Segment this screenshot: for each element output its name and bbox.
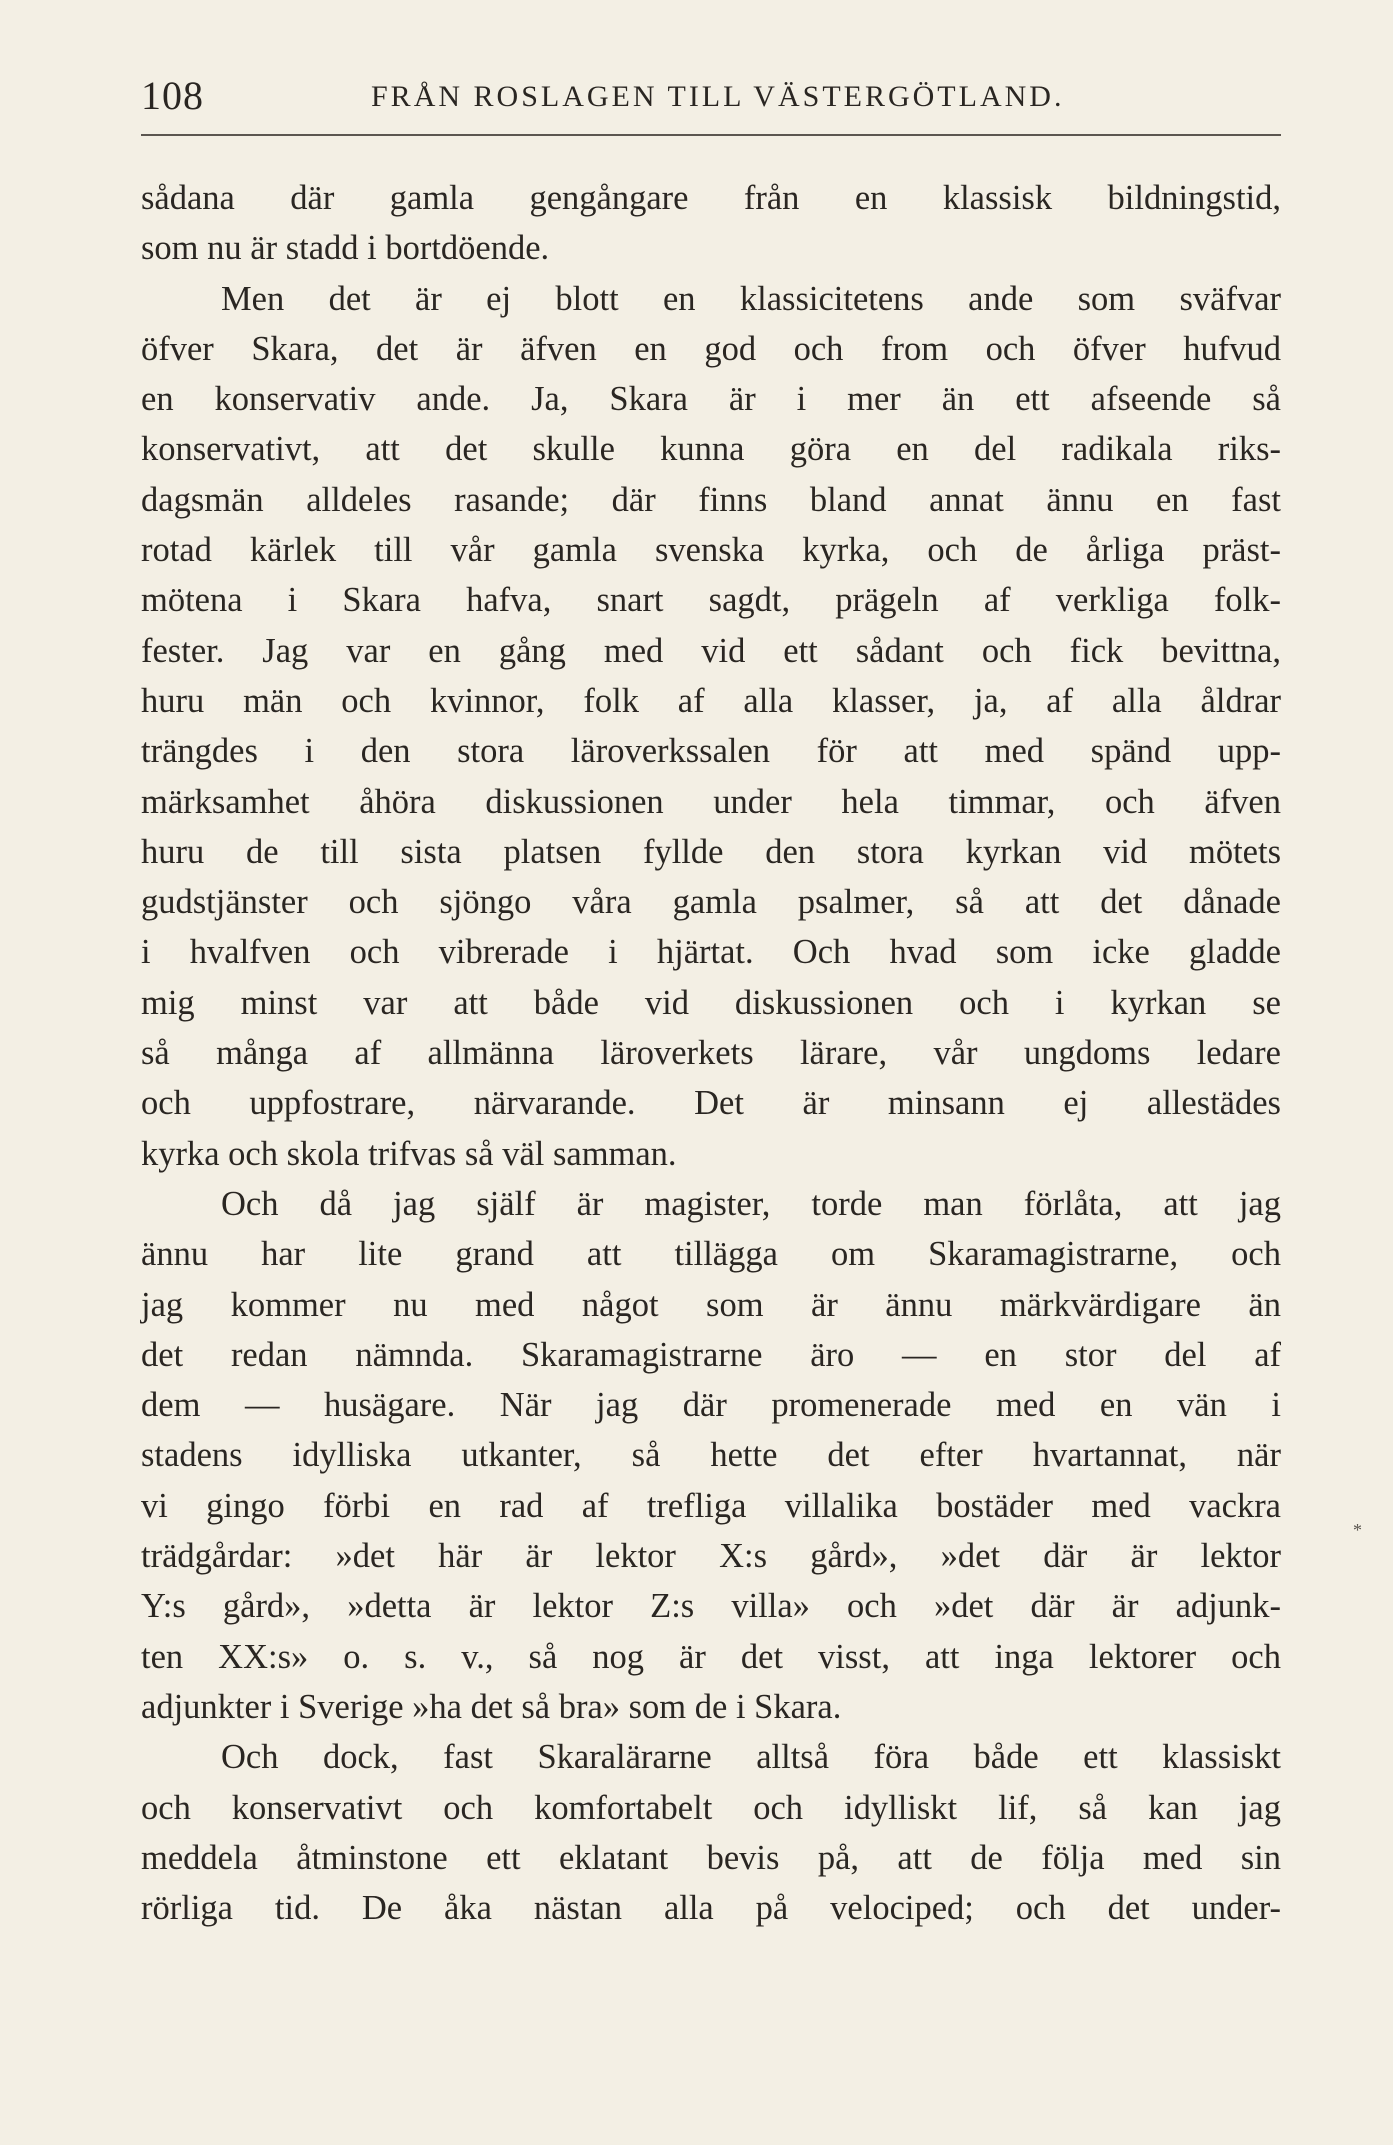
page-header: [141, 66, 1281, 126]
text-line: Y:s gård», »detta är lektor Z:s villa» och »det där är adjunk-: [141, 1587, 1281, 1626]
text-line: Och då jag själf är magister, torde man förlåta, att jag: [221, 1184, 1281, 1223]
text-line: meddela åtminstone ett eklatant bevis på, att de följa med sin: [141, 1838, 1281, 1877]
text-line: som nu är stadd i bortdöende.: [141, 229, 550, 268]
text-line: trängdes i den stora läroverkssalen för att med spänd upp-: [141, 732, 1281, 771]
text-line: adjunkter i Sverige »ha det så bra» som de i Skara.: [141, 1687, 842, 1726]
margin-mark: *: [1353, 1520, 1362, 1540]
text-line: dagsmän alldeles rasande; där finns bland annat ännu en fast: [141, 480, 1281, 519]
text-line: rotad kärlek till vår gamla svenska kyrka, och de årliga präst-: [141, 531, 1281, 570]
running-title: FRÅN ROSLAGEN TILL VÄSTERGÖTLAND.: [371, 80, 1065, 113]
text-line: trädgårdar: »det här är lektor X:s gård», »det där är lektor: [141, 1537, 1281, 1576]
text-line: så många af allmänna läroverkets lärare, vår ungdoms ledare: [141, 1034, 1281, 1073]
text-line: det redan nämnda. Skaramagistrarne äro — en stor del af: [141, 1335, 1281, 1374]
text-line: huru de till sista platsen fyllde den stora kyrkan vid mötets: [141, 832, 1281, 871]
text-line: i hvalfven och vibrerade i hjärtat. Och hvad som icke gladde: [141, 933, 1281, 972]
text-line: en konservativ ande. Ja, Skara är i mer än ett afseende så: [141, 380, 1281, 419]
text-line: dem — husägare. När jag där promenerade med en vän i: [141, 1386, 1281, 1425]
text-line: och konservativt och komfortabelt och idylliskt lif, så kan jag: [141, 1788, 1281, 1827]
text-line: vi gingo förbi en rad af trefliga villalika bostäder med vackra: [141, 1486, 1281, 1525]
text-line: mötena i Skara hafva, snart sagdt, prägeln af verkliga folk-: [141, 581, 1281, 620]
text-line: öfver Skara, det är äfven en god och from och öfver hufvud: [141, 329, 1281, 368]
text-line: märksamhet åhöra diskussionen under hela timmar, och äfven: [141, 782, 1281, 821]
header-rule: [141, 134, 1281, 136]
text-line: fester. Jag var en gång med vid ett sådant och fick bevittna,: [141, 631, 1281, 670]
text-line: huru män och kvinnor, folk af alla klasser, ja, af alla åldrar: [141, 681, 1281, 720]
page-number: 108: [141, 73, 204, 118]
text-line: rörliga tid. De åka nästan alla på velociped; och det under-: [141, 1889, 1281, 1928]
text-line: sådana där gamla gengångare från en klassisk bildningstid,: [141, 179, 1281, 217]
text-line: kyrka och skola trifvas så väl samman.: [141, 1134, 677, 1173]
text-line: gudstjänster och sjöngo våra gamla psalmer, så att det dånade: [141, 883, 1281, 922]
text-line: jag kommer nu med något som är ännu märkvärdigare än: [141, 1285, 1281, 1324]
body-text: [141, 173, 1281, 1933]
text-line: ten XX:s» o. s. v., så nog är det visst, att inga lektorer och: [141, 1637, 1281, 1676]
text-line: konservativt, att det skulle kunna göra en del radikala riks-: [141, 430, 1281, 469]
text-line: och uppfostrare, närvarande. Det är minsann ej allestädes: [141, 1084, 1281, 1123]
text-line: ännu har lite grand att tillägga om Skaramagistrarne, och: [141, 1235, 1281, 1274]
text-line: Och dock, fast Skaralärarne alltså föra både ett klassiskt: [221, 1738, 1281, 1777]
text-line: Men det är ej blott en klassicitetens ande som sväfvar: [221, 279, 1281, 318]
text-line: stadens idylliska utkanter, så hette det efter hvartannat, när: [141, 1436, 1281, 1475]
text-line: mig minst var att både vid diskussionen och i kyrkan se: [141, 983, 1281, 1022]
